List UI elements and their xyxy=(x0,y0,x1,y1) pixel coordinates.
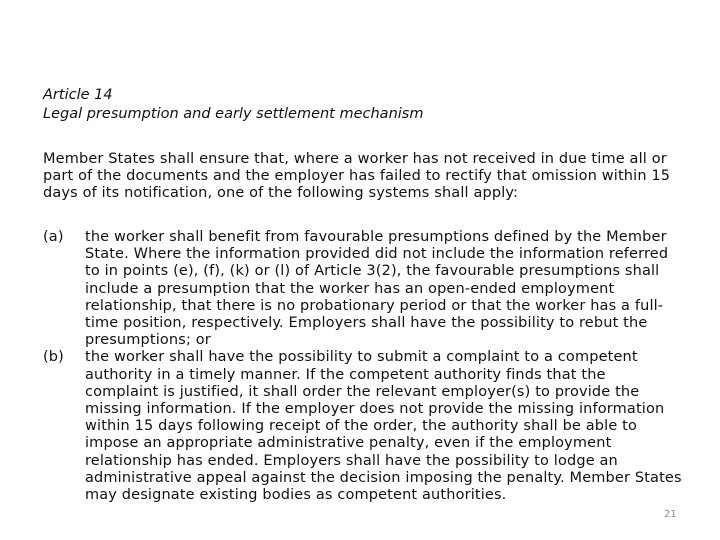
list-item xyxy=(43,229,683,349)
list-item xyxy=(43,349,683,504)
intro-paragraph: Member States shall ensure that, where a worker has not received in due time all or part of the documents and the employer has failed to rectify that omission within 15 days of its notification, one of the following systems shall apply: xyxy=(43,151,671,202)
page-number: 21 xyxy=(664,509,677,520)
list-item-text: the worker shall benefit from favourable presumptions defined by the Member State. Where the information provided did not include the information referred to in points (e), (f), (k) or (l) of Article 3(2), the favourable presumptions shall include a presumption that the worker has an open-ended employment relationship, that there is no probationary period or that the worker has a full-time position, respectively. Employers shall have the possibility to rebut the presumptions; or xyxy=(85,229,669,349)
provision-list xyxy=(43,229,683,504)
list-item-marker: (a) xyxy=(43,229,64,245)
list-item-text: the worker shall have the possibility to submit a complaint to a competent authority in a timely manner. If the competent authority finds that the complaint is justified, it shall order the relevant employer(s) to provide the missing information. If the employer does not provide the missing information within 15 days following receipt of the order, the authority shall be able to impose an appropriate administrative penalty, even if the employment relationship has ended. Employers shall have the possibility to lodge an administrative appeal against the decision imposing the penalty. Member States may designate existing bodies as competent authorities. xyxy=(85,349,682,504)
list-item-marker: (b) xyxy=(43,349,64,366)
article-number: Article 14 xyxy=(43,87,113,103)
article-title: Legal presumption and early settlement mechanism xyxy=(43,106,424,122)
article-heading xyxy=(43,86,423,124)
